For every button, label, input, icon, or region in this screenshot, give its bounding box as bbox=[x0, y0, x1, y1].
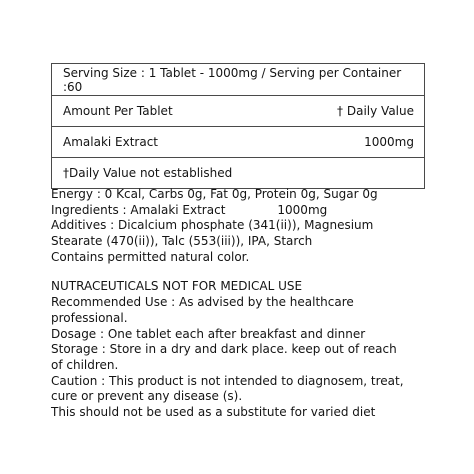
header-row bbox=[52, 95, 424, 126]
ingredient-amount: 1000mg bbox=[364, 135, 414, 149]
ingredients-label: Ingredients : Amalaki Extract bbox=[51, 202, 226, 217]
storage-line-1: Storage : Store in a dry and dark place. keep out of reach bbox=[51, 342, 397, 357]
serving-row bbox=[52, 64, 424, 95]
substitute-line: This should not be used as a substitute for varied diet bbox=[51, 404, 376, 419]
color-line: Contains permitted natural color. bbox=[51, 249, 250, 264]
additives-line-2: Stearate (470(ii)), Talc (553(iii)), IPA, Starch bbox=[51, 234, 313, 249]
footnote-row bbox=[52, 157, 424, 188]
nutraceuticals-line: NUTRACEUTICALS NOT FOR MEDICAL USE bbox=[51, 279, 303, 294]
energy-line: Energy : 0 Kcal, Carbs 0g, Fat 0g, Protein 0g, Sugar 0g bbox=[51, 187, 378, 201]
caution-line-1: Caution : This product is not intended to diagnosem, treat, bbox=[51, 373, 404, 388]
recommended-use-line-1: Recommended Use : As advised by the healthcare bbox=[51, 295, 354, 310]
dosage-line: Dosage : One tablet each after breakfast and dinner bbox=[51, 326, 366, 341]
ingredients-amount: 1000mg bbox=[277, 202, 328, 217]
additives-line-1: Additives : Dicalcium phosphate (341(ii)), Magnesium bbox=[51, 218, 374, 233]
ingredient-row bbox=[52, 126, 424, 157]
daily-value-header: † Daily Value bbox=[337, 104, 414, 118]
serving-info: Serving Size : 1 Tablet - 1000mg / Serving per Container :60 bbox=[63, 65, 402, 94]
ingredient-name: Amalaki Extract bbox=[63, 135, 159, 149]
supplement-facts-table bbox=[51, 63, 425, 189]
label-text-block bbox=[51, 187, 441, 421]
ingredients-line bbox=[51, 203, 441, 219]
recommended-use-line-2: professional. bbox=[51, 310, 128, 325]
caution-line-2: cure or prevent any disease (s). bbox=[51, 389, 243, 404]
daily-value-footnote: †Daily Value not established bbox=[63, 166, 233, 180]
amount-per-tablet-label: Amount Per Tablet bbox=[63, 104, 173, 118]
storage-line-2: of children. bbox=[51, 357, 119, 372]
